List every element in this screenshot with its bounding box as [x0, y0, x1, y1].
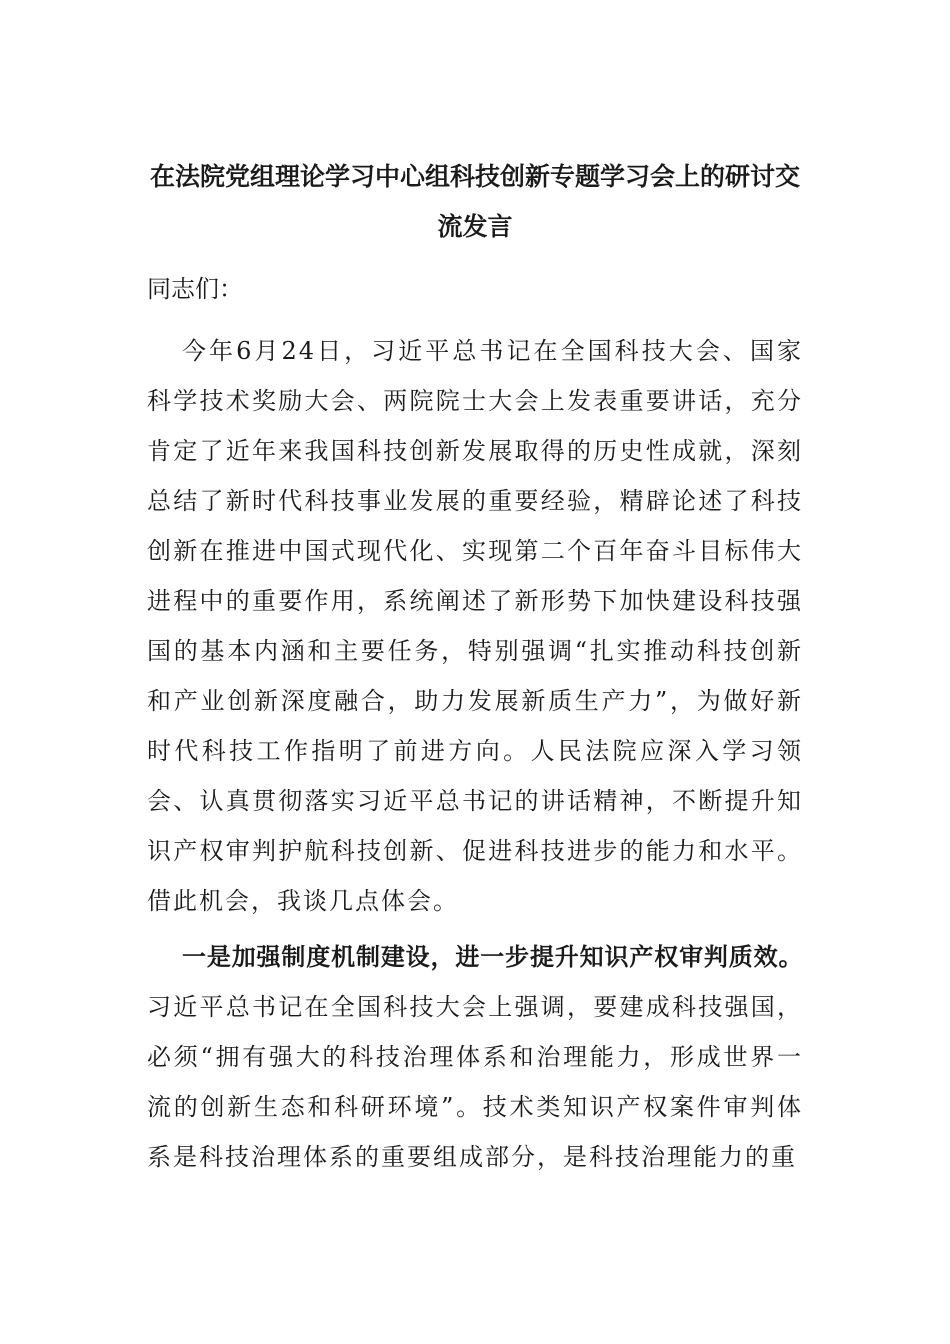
paragraph-2-body: 习近平总书记在全国科技大会上强调，要建成科技强国，必须“拥有强大的科技治理体系和治理能力，形成世界一流的创新生态和科研环境”。技术类知识产权案件审判体系是科技治理体系的重要组成部分，是科技治理能力的重: [147, 993, 803, 1171]
paragraph-1: 今年6月24日，习近平总书记在全国科技大会、国家科学技术奖励大会、两院院士大会上发表重要讲话，充分肯定了近年来我国科技创新发展取得的历史性成就，深刻总结了新时代科技事业发展的重要经验，精辟论述了科技创新在推进中国式现代化、实现第二个百年奋斗目标伟大进程中的重要作用，系统阐述了新形势下加快建设科技强国的基本内涵和主要任务，特别强调“扎实推动科技创新和产业创新深度融合，助力发展新质生产力”，为做好新时代科技工作指明了前进方向。人民法院应深入学习领会、认真贯彻落实习近平总书记的讲话精神，不断提升知识产权审判护航科技创新、促进科技进步的能力和水平。借此机会，我谈几点体会。: [147, 337, 803, 915]
paragraph-2: [147, 932, 803, 1182]
page-title: 在法院党组理论学习中心组科技创新专题学习会上的研讨交流发言: [149, 162, 800, 241]
salutation: 同志们：: [147, 275, 243, 303]
paragraph-2-lead: 一是加强制度机制建设，进一步提升知识产权审判质效。: [182, 942, 803, 971]
